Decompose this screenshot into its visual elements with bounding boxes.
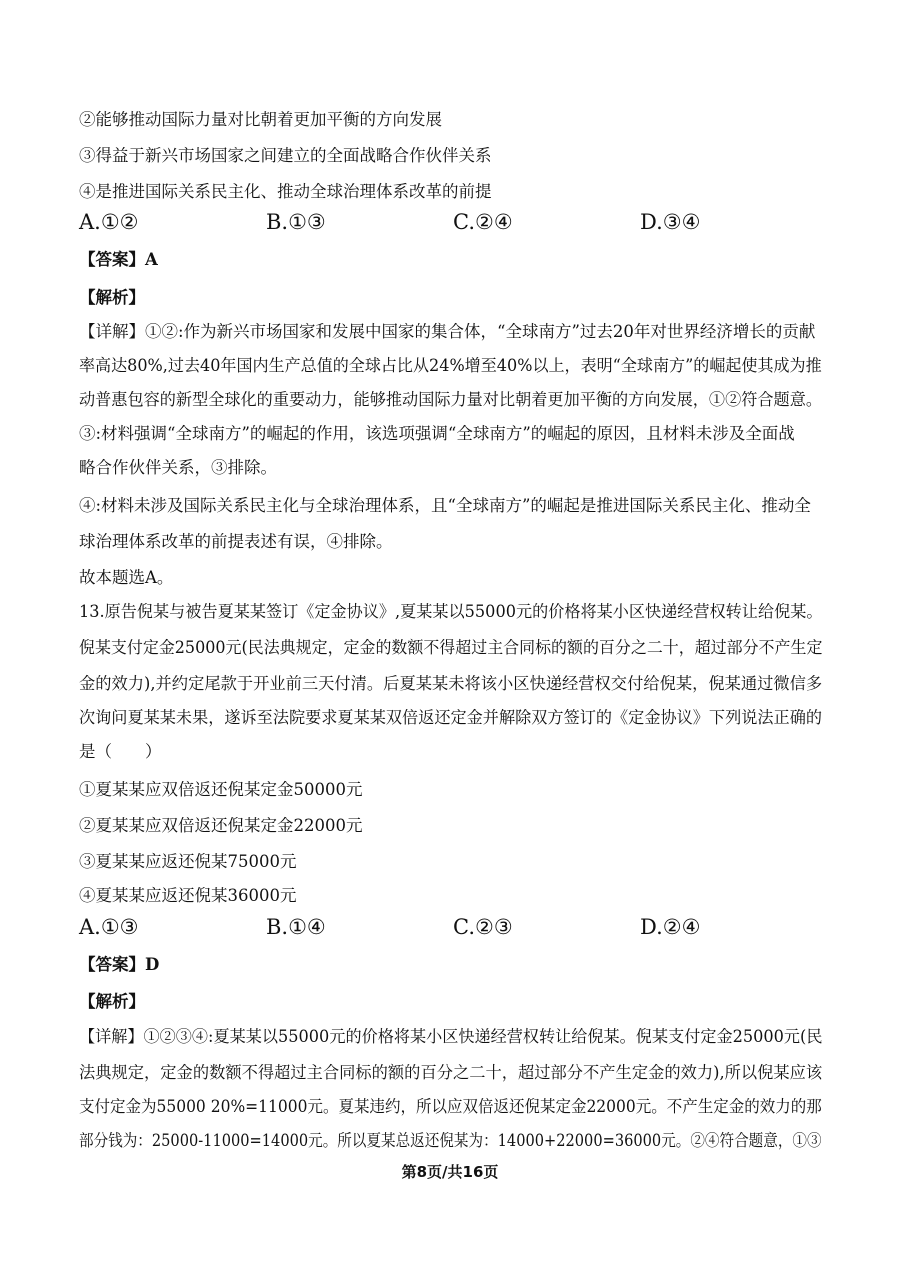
q12-analysis-line: 略合作伙伴关系，③排除。 <box>79 458 277 477</box>
q13-item-3: ③夏某某应返还倪某75000元 <box>79 852 297 871</box>
q12-analysis-line: 【详解】①②:作为新兴市场国家和发展中国家的集合体，“全球南方”过去20年对世界经济增长的贡献 <box>79 322 816 341</box>
page-number-footer: 第8页/共16页 <box>401 1163 499 1181</box>
q13-stem-line: 次询问夏某某未果，遂诉至法院要求夏某某双倍返还定金并解除双方签订的《定金协议》下列说法正确的 <box>79 708 822 727</box>
q13-analysis-line: 支付定金为55000 20%=11000元。夏某违约，所以应双倍返还倪某定金22000元。不产生定金的效力的那 <box>79 1097 822 1116</box>
q12-item-3: ③得益于新兴市场国家之间建立的全面战略合作伙伴关系 <box>79 146 492 165</box>
q13-option-a: A.①③ <box>79 915 139 939</box>
q12-answer: 【答案】A <box>79 250 158 269</box>
q13-item-4: ④夏某某应返还倪某36000元 <box>79 886 297 905</box>
q13-option-c: C.②③ <box>453 915 513 939</box>
q12-option-d: D.③④ <box>640 210 701 234</box>
q12-item-2: ②能够推动国际力量对比朝着更加平衡的方向发展 <box>79 110 442 129</box>
q12-analysis-line: ③:材料强调“全球南方”的崛起的作用，该选项强调“全球南方”的崛起的原因，且材料未涉及全面战 <box>79 424 795 443</box>
q12-analysis-line: 率高达80%,过去40年国内生产总值的全球占比从24%增至40%以上，表明“全球南方”的崛起使其成为推 <box>79 356 822 375</box>
q13-stem-line: 金的效力),并约定尾款于开业前三天付清。后夏某某未将该小区快递经营权交付给倪某，倪某通过微信多 <box>79 674 823 693</box>
q12-analysis-label: 【解析】 <box>79 288 145 307</box>
q13-analysis-line: 【详解】①②③④:夏某某以55000元的价格将某小区快递经营权转让给倪某。倪某支付定金25000元(民 <box>79 1027 823 1046</box>
q13-option-d: D.②④ <box>640 915 701 939</box>
q12-option-a: A.①② <box>79 210 139 234</box>
q13-item-1: ①夏某某应双倍返还倪某定金50000元 <box>79 780 363 799</box>
q12-analysis-line: 动普惠包容的新型全球化的重要动力，能够推动国际力量对比朝着更加平衡的方向发展，①②符合题意。 <box>79 390 822 409</box>
q12-option-b: B.①③ <box>266 210 326 234</box>
q13-stem-line: 13.原告倪某与被告夏某某签订《定金协议》,夏某某以55000元的价格将某小区快递经营权转让给倪某。 <box>79 602 823 621</box>
q13-analysis-line: 法典规定，定金的数额不得超过主合同标的额的百分之二十，超过部分不产生定金的效力),所以倪某应该 <box>79 1063 823 1082</box>
q12-option-c: C.②④ <box>453 210 513 234</box>
q12-analysis-line: 球治理体系改革的前提表述有误，④排除。 <box>79 532 393 551</box>
q13-answer: 【答案】D <box>79 955 160 974</box>
q12-analysis-line: ④:材料未涉及国际关系民主化与全球治理体系，且“全球南方”的崛起是推进国际关系民主化、推动全 <box>79 496 811 515</box>
q12-item-4: ④是推进国际关系民主化、推动全球治理体系改革的前提 <box>79 182 492 201</box>
q13-stem-line: 是（ ） <box>79 742 162 761</box>
q13-analysis-line: 部分钱为：25000-11000=14000元。所以夏某总返还倪某为：14000+22000=36000元。②④符合题意，①③ <box>79 1131 822 1150</box>
q12-conclusion: 故本题选A。 <box>79 568 174 587</box>
q13-analysis-label: 【解析】 <box>79 992 145 1011</box>
q13-stem-line: 倪某支付定金25000元(民法典规定，定金的数额不得超过主合同标的额的百分之二十，超过部分不产生定 <box>79 638 823 657</box>
q13-option-b: B.①④ <box>266 915 326 939</box>
q13-item-2: ②夏某某应双倍返还倪某定金22000元 <box>79 816 363 835</box>
